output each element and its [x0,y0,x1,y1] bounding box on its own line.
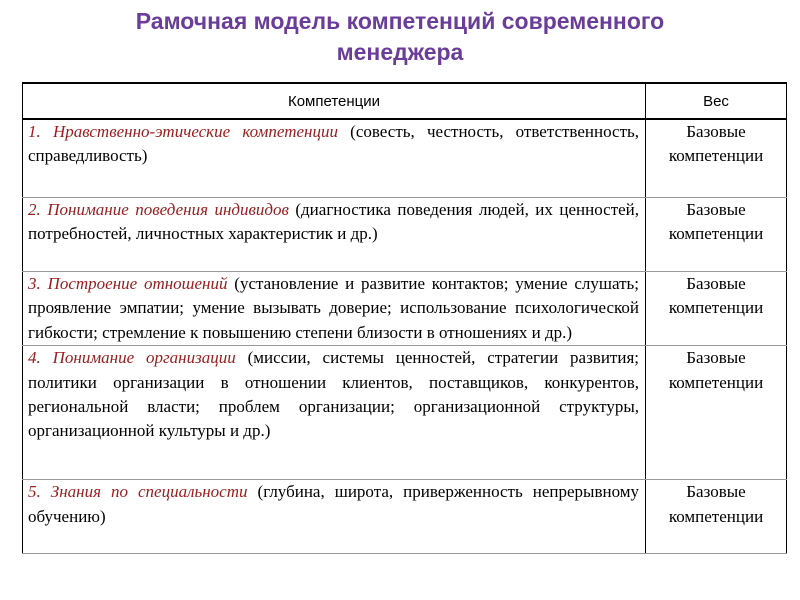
competency-name: Понимание поведения индивидов [47,200,289,219]
weight-cell: Базовые компетенции [646,272,787,346]
competency-description: (установление и развитие контактов; умение слушать; проявление эмпатии; умение вызывать доверие; использование психологической гибкости; стремление к повышению степени близости в отношениях и др.) [28,274,640,342]
table-row [23,272,787,346]
weight-cell: Базовые компетенции [646,119,787,198]
competency-cell [23,480,646,554]
header-competencies: Компетенции [23,83,646,119]
competency-description: (диагностика поведения людей, их ценностей, потребностей, личностных характеристик и др.) [28,200,640,244]
header-weight: Вес [646,83,787,119]
page-title-line-2: менеджера [336,39,464,65]
competency-number: 4. [28,348,41,368]
competency-name: Нравственно-этические компетенции [52,122,338,141]
competency-name: Понимание организации [52,348,236,368]
weight-cell: Базовые компетенции [646,198,787,272]
competency-cell [23,119,646,198]
table-row [23,198,787,272]
weight-cell: Базовые компетенции [646,480,787,554]
table-row [23,119,787,198]
competency-table [22,82,787,554]
table-header-row [23,83,787,119]
competency-name: Построение отношений [47,274,228,293]
table-row [23,346,787,480]
competency-name: Знания по специальности [50,482,248,502]
competency-description: (миссии, системы ценностей, стратегии развития; политики организации в отношении клиентов, поставщиков, конкурентов, региональной власти; проблем организации; организационной структуры, организационной культуры и др.) [28,348,639,441]
competency-description: (совесть, честность, ответственность, справедливость) [28,122,639,166]
competency-cell [23,346,646,480]
page-title-line-1: Рамочная модель компетенций современного [135,8,665,34]
competency-number: 3. [28,274,41,293]
page-title [0,6,800,68]
competency-number: 5. [28,482,41,502]
weight-cell: Базовые компетенции [646,346,787,480]
competency-description: (глубина, широта, приверженность непрерывному обучению) [28,482,640,526]
competency-cell [23,272,646,346]
competency-number: 1. [28,122,41,141]
competency-number: 2. [28,200,41,219]
table-row [23,480,787,554]
competency-cell [23,198,646,272]
